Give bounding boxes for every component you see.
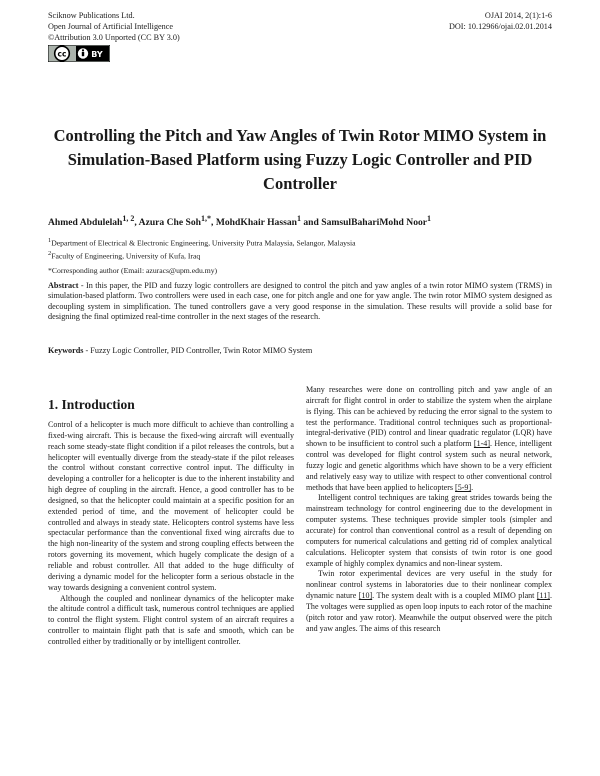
author-affiliation-mark: 1 — [427, 214, 432, 223]
citation-link[interactable]: [11] — [536, 591, 550, 601]
affiliation-line — [48, 249, 356, 262]
corresponding-author: *Corresponding author (Email: azuracs@upm.edu.my) — [48, 266, 218, 275]
affiliations — [48, 236, 356, 262]
affiliation-text: Department of Electrical & Electronic Engineering, University Putra Malaysia, Selangor, Malaysia — [51, 238, 356, 248]
citation-link[interactable]: [10] — [358, 591, 373, 601]
journal-header-left — [48, 10, 180, 43]
author-name: SamsulBahariMohd Noor — [321, 217, 428, 229]
author-affiliation-mark: 1, 2 — [122, 214, 135, 223]
author-affiliation-mark: 1,* — [201, 214, 212, 223]
paragraph-text: . The system dealt with is a coupled MIMO plant — [372, 591, 537, 601]
author-name: Azura Che Soh — [138, 217, 202, 229]
author-separator: , — [134, 217, 139, 229]
paper-title: Controlling the Pitch and Yaw Angles of Twin Rotor MIMO System in Simulation-Based Platform using Fuzzy Logic Controller and PID Controller — [53, 126, 547, 193]
author-name: Ahmed Abdulelah — [48, 217, 123, 229]
citation-link[interactable]: [1-4] — [473, 439, 491, 449]
paragraph-text: . Hence, intelligent control was developed for flight control system such as neural network, fuzzy logic and genetic algorithms which have shown to be a very efficient and relatively easy way to utilize with respect to other conventional control methods that have been applied to helicopters — [306, 439, 552, 492]
by-badge-label: BY — [91, 50, 103, 59]
author-separator: and — [300, 217, 322, 229]
abstract-text: - In this paper, the PID and fuzzy logic controllers are designed to control the pitch and yaw angles of a twin rotor MIMO system (TRMS) in simulation-based platform. Two controllers were used in each case, one for pitch angle and one for yaw angle. The twin rotor MIMO system designed as decoupling system in simplification. The tuned controllers gave a very good response in the simulation. These results will provide a solid base for designing the final optimized real-time controller in the next stages of the research. — [48, 281, 552, 322]
body-paragraph — [306, 569, 552, 634]
keywords-label: Keywords — [48, 346, 84, 355]
abstract — [48, 281, 552, 323]
paragraph-text: Intelligent control techniques are taking great strides towards being the mainstream technology for control engineering due to the development in computer systems. These techniques provide simpler tools (simpler and accurate) for control than conventional control as a result of depending on computers for numerical calculations and getting rid of complex analytical calculations. Helicopter system that consists of twin rotor is one good example of highly complex dynamics and non-linear system. — [306, 493, 552, 568]
affiliation-mark: 2 — [48, 250, 52, 258]
left-text-column — [48, 420, 294, 648]
paragraph-text: . — [471, 482, 474, 492]
body-paragraph — [48, 594, 294, 648]
cc-badge-label: cc — [57, 49, 67, 59]
affiliation-line — [48, 236, 356, 249]
paragraph-text: Twin rotor experimental devices are very useful in the study for nonlinear control systems in laboratories due to their nonlinear complex dynamic nature — [306, 569, 552, 601]
author-list — [48, 214, 431, 228]
body-paragraph — [306, 493, 552, 569]
keywords-text: - Fuzzy Logic Controller, PID Controller, Twin Rotor MIMO System — [83, 346, 313, 355]
author-separator: , — [211, 217, 216, 229]
citation-link[interactable]: [5-9] — [455, 482, 472, 492]
author-affiliation-mark: 1 — [296, 214, 301, 223]
paragraph-text: Many researches were done on controlling pitch and yaw angle of an aircraft for flight control in order to stabilize the system when the airplane is flying. This can be achieved by reducing the error signal to the system to test the performance. Traditional control techniques such as proportional-integral-derivative (PID) control and linear quadratic regulator (LQR) have shown to be insufficient to control such a platform — [306, 385, 552, 449]
doi-text: DOI: 10.12966/ojai.02.01.2014 — [448, 22, 552, 31]
abstract-label: Abstract — [48, 281, 79, 290]
paragraph-text: . The voltages were supplied as open loop inputs to each rotor of the machine (pitch rotor and yaw rotor). Meanwhile the output observed were the pitch and yaw angles. The aims of this research — [306, 591, 552, 633]
publisher-name: Sciknow Publications Ltd. — [48, 11, 135, 20]
right-text-column — [306, 385, 552, 634]
paragraph-text: Control of a helicopter is much more difficult to achieve than controlling a fixed-wing aircraft. This is because the fixed-wing aircraft will eventually reach some steady-state flight condition if a pilot releases the controls, but a helicopter will eventually diverge from the steady-state if the pilot releases the control without constant corrective control input. The difficulty in developing a controller for a helicopter is due to the inherent instability and high degree of coupling in the aircraft. Hence, a good controller has to be designed, so that the helicopter could maintain at a specific position for an extended period of time, and the movement of helicopter could be controlled and always in steady state. Helicopters control systems have less spectacular performance than the conventional fixed wing aircrafts due to the high non-linearity of the system and strong coupling effects between the rotors governing its movement, which hugely complicate the design of a reliable and robust controller. All that added to the huge difficulty of deriving a dynamic model for the helicopter form a serious obstacle in the way towards designing a convenient control system. — [48, 420, 294, 592]
cc-by-license-icon — [48, 45, 110, 62]
journal-name: Open Journal of Artificial Intelligence — [48, 22, 174, 31]
keywords — [48, 346, 312, 355]
body-paragraph — [48, 420, 294, 594]
section-heading-introduction: 1. Introduction — [48, 397, 135, 412]
body-paragraph — [306, 385, 552, 493]
volume-info: OJAI 2014, 2(1):1-6 — [484, 11, 552, 20]
journal-header-right — [449, 10, 552, 32]
affiliation-mark: 1 — [48, 237, 52, 244]
affiliation-text: Faculty of Engineering, University of Kufa, Iraq — [51, 251, 201, 261]
author-name: MohdKhair Hassan — [215, 217, 297, 229]
license-text: ©Attribution 3.0 Unported (CC BY 3.0) — [48, 33, 180, 42]
paragraph-text: Although the coupled and nonlinear dynamics of the helicopter make the altitude control a difficult task, numerous control techniques are applied to control the flight system. Flight control system of an aircraft requires a controller to maintain flight path that is safe and smooth, which can be controlled either by traditionally or by intelligent controller. — [48, 593, 294, 646]
